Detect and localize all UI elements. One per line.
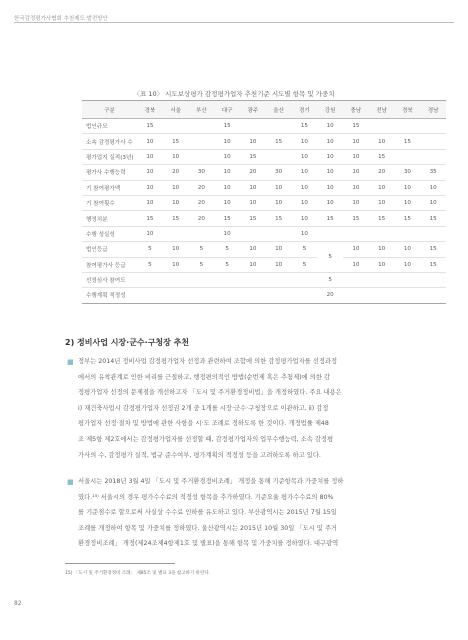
table-row [82, 180, 446, 195]
table-cell: 15 [420, 242, 446, 257]
table-cell [369, 272, 395, 287]
table-cell: 5 [292, 257, 318, 272]
table-cell: 10 [420, 180, 446, 195]
table-cell: 10 [137, 149, 163, 164]
table-cell: 10 [163, 242, 189, 257]
table-cell: 10 [317, 165, 343, 180]
table-row [82, 149, 446, 164]
table-row [82, 119, 446, 134]
table-body [82, 119, 446, 304]
table-cell [395, 226, 421, 241]
text-line: 서울시는 2018년 3월 4일 「도시 및 주거환경정비조례」 개정을 통해 기준항목과 가중치를 정하 [78, 478, 344, 485]
table-cell: 5 [189, 257, 215, 272]
table-cell: 15 [137, 211, 163, 226]
table-cell: 10 [369, 134, 395, 149]
column-header-region: 서울 [163, 101, 189, 119]
table-cell [163, 226, 189, 241]
table-cell [189, 134, 215, 149]
header-rule [14, 22, 454, 23]
table-cell: 10 [240, 180, 266, 195]
table-cell: 30 [266, 165, 292, 180]
column-header-region: 광주 [240, 101, 266, 119]
table-cell: 35 [420, 165, 446, 180]
table-cell: 10 [292, 226, 318, 241]
table-cell: 10 [395, 257, 421, 272]
table-cell: 10 [163, 257, 189, 272]
table-cell: 10 [214, 149, 240, 164]
row-label: 법인등급 [82, 242, 137, 257]
table-cell: 15 [343, 211, 369, 226]
table-cell: 15 [395, 134, 421, 149]
table-cell: 15 [240, 149, 266, 164]
table-cell: 15 [266, 134, 292, 149]
table-cell [420, 272, 446, 287]
table-cell: 15 [163, 211, 189, 226]
table-cell [420, 288, 446, 303]
text-line: 였다.¹⁵⁾ 서울시의 경우 평가수수료의 적정성 항목을 추가하였다. 기준요율 평가수수료의 80% [78, 493, 334, 501]
column-header-region: 전남 [369, 101, 395, 119]
table-row [82, 211, 446, 226]
table-cell [420, 134, 446, 149]
text-line: 에서의 유착관계로 인한 비리를 근절하고, 행정편의적인 방법(순번제 혹은 추첨제)에 의한 감 [78, 373, 330, 381]
table-cell [240, 272, 266, 287]
column-header-region: 대구 [214, 101, 240, 119]
table-cell: 20 [189, 195, 215, 210]
table-cell: 10 [317, 134, 343, 149]
table-cell: 10 [214, 195, 240, 210]
table-cell: 5 [137, 242, 163, 257]
row-label: 기 참여횟수 [82, 195, 137, 210]
table-cell [266, 119, 292, 134]
table-cell: 30 [395, 165, 421, 180]
table-cell: 10 [240, 242, 266, 257]
table-cell: 10 [343, 195, 369, 210]
text-line: 정평가업자 선정의 문제점을 개선하고자 「도시 및 주거환경정비법」을 개정하였다. 주요 내용은 [78, 389, 342, 397]
table-cell [395, 119, 421, 134]
table-cell [163, 288, 189, 303]
table-cell: 20 [189, 180, 215, 195]
page-number: 82 [14, 600, 22, 607]
row-label: 법인규모 [82, 119, 137, 134]
table-cell: 10 [395, 180, 421, 195]
table-cell: 15 [292, 119, 318, 134]
table-cell: 10 [343, 134, 369, 149]
table-cell [395, 288, 421, 303]
text-line: 조 제5항 제2호에서는 감정평가업자를 선정할 때, 감정평가업자의 업무수행능력, 소속 감정평 [78, 435, 334, 443]
text-line: 정부는 2014년 정비사업 감정평가업자 선정과 관련하여 조합에 의한 감정평가업자를 선정과정 [78, 358, 338, 365]
table-cell: 10 [343, 180, 369, 195]
table-cell [266, 272, 292, 287]
table-cell [369, 119, 395, 134]
table-cell [266, 149, 292, 164]
row-label: 선정심사 참여도 [82, 272, 137, 287]
table-cell [395, 149, 421, 164]
text-line: 를 기준점수로 할으로써 사실상 수수료 인하를 유도하고 있다. 부산광역시는 2015년 7월 15일 [78, 509, 337, 517]
table-cell: 15 [420, 257, 446, 272]
table-header-row [82, 101, 446, 119]
row-label: 평가업지 실적(3년) [82, 149, 137, 164]
table-cell [163, 119, 189, 134]
column-header-region: 경기 [292, 101, 318, 119]
table-cell: 10 [343, 242, 369, 257]
table-cell: 5 [189, 242, 215, 257]
table-cell: 5 [292, 242, 318, 257]
table-cell: 15 [137, 119, 163, 134]
row-label: 소속 감정평가사 수 [82, 134, 137, 149]
table-cell: 15 [214, 211, 240, 226]
table-cell: 5 [317, 272, 343, 287]
table-cell: 10 [369, 242, 395, 257]
table-cell: 20 [317, 288, 343, 303]
table-cell [420, 119, 446, 134]
table-cell [137, 272, 163, 287]
table-cell [343, 288, 369, 303]
table-cell: 15 [420, 211, 446, 226]
table-cell: 10 [163, 180, 189, 195]
table-cell: 10 [137, 195, 163, 210]
table-cell: 10 [292, 149, 318, 164]
column-header-category: 구분 [82, 101, 137, 119]
table-cell: 5 [317, 242, 343, 273]
table-cell [189, 119, 215, 134]
row-label: 행정처분 [82, 211, 137, 226]
row-label: 수행 성실성 [82, 226, 137, 241]
table-cell [163, 272, 189, 287]
table-cell: 20 [369, 165, 395, 180]
table-cell: 10 [420, 195, 446, 210]
table-cell: 10 [317, 180, 343, 195]
table-cell: 15 [163, 134, 189, 149]
table-row [82, 134, 446, 149]
table-cell: 10 [395, 242, 421, 257]
text-line: 가사의 수, 감정평가 실적, 법규 준수여부, 평가계획의 적정성 등을 고려하도록 하고 있다. [78, 451, 321, 459]
table-cell [189, 226, 215, 241]
table-cell: 10 [292, 180, 318, 195]
table-row [82, 272, 446, 287]
table-cell [240, 288, 266, 303]
table-cell: 15 [214, 119, 240, 134]
bullet-icon: ■ [67, 478, 74, 486]
table-cell: 10 [369, 195, 395, 210]
table-cell: 10 [292, 134, 318, 149]
table-cell: 10 [266, 195, 292, 210]
table-cell [317, 226, 343, 241]
table-cell: 15 [395, 211, 421, 226]
table-cell: 10 [343, 149, 369, 164]
column-header-region: 경남 [420, 101, 446, 119]
table-cell [369, 288, 395, 303]
footnote: 15) 「도시 및 주거환경정비 조례」 제85조 및 별표 3을 참고하기 바란다. [65, 571, 211, 576]
table-row [82, 226, 446, 241]
table-cell: 10 [317, 119, 343, 134]
table-cell: 20 [240, 165, 266, 180]
footnote-rule [65, 563, 175, 564]
table-cell: 20 [163, 165, 189, 180]
column-header-region: 울산 [266, 101, 292, 119]
table-cell [420, 226, 446, 241]
table-row [82, 257, 446, 272]
column-header-region: 경북 [137, 101, 163, 119]
column-header-region: 경북 [395, 101, 421, 119]
table-row [82, 195, 446, 210]
row-label: 참여평가사 등급 [82, 257, 137, 272]
table-cell: 10 [137, 226, 163, 241]
table-cell: 10 [266, 257, 292, 272]
table-cell: 5 [137, 257, 163, 272]
table-cell [292, 272, 318, 287]
section-title: 2) 정비사업 시장·군수·구청장 추천 [65, 338, 190, 347]
table-cell [189, 149, 215, 164]
table-cell: 15 [317, 211, 343, 226]
table-cell: 10 [163, 149, 189, 164]
table-cell: 10 [343, 165, 369, 180]
table-cell: 30 [189, 165, 215, 180]
table-cell: 10 [240, 195, 266, 210]
table-cell: 10 [214, 180, 240, 195]
table-cell: 10 [137, 180, 163, 195]
table-cell: 5 [214, 242, 240, 257]
table-cell: 15 [343, 119, 369, 134]
table-cell: 10 [214, 165, 240, 180]
table-cell: 15 [240, 211, 266, 226]
table-cell: 10 [292, 165, 318, 180]
table-row [82, 288, 446, 303]
table-cell: 10 [369, 180, 395, 195]
table-cell: 10 [240, 134, 266, 149]
table-cell: 10 [266, 242, 292, 257]
table-cell [189, 272, 215, 287]
table-cell [369, 226, 395, 241]
column-header-region: 강원 [317, 101, 343, 119]
table-cell: 10 [292, 211, 318, 226]
table-cell: 10 [137, 134, 163, 149]
table-cell: 5 [214, 257, 240, 272]
table-cell: 10 [343, 257, 369, 272]
text-line: 평가업자 선정·절차 및 방법에 관한 사항을 시·도 조례로 정하도록 한 것이다. 개정법률 제48 [78, 420, 329, 428]
table-cell [240, 226, 266, 241]
table-row [82, 165, 446, 180]
table-cell: 10 [292, 195, 318, 210]
table-cell: 10 [266, 180, 292, 195]
table-cell [343, 272, 369, 287]
table-cell [214, 272, 240, 287]
table-cell: 15 [369, 149, 395, 164]
table-cell: 10 [369, 257, 395, 272]
table-cell [343, 226, 369, 241]
table-cell [292, 288, 318, 303]
table-cell [395, 272, 421, 287]
table-cell [266, 226, 292, 241]
table-cell: 10 [214, 226, 240, 241]
paragraph-1 [78, 354, 446, 463]
criteria-table [82, 100, 446, 304]
table-cell: 15 [266, 211, 292, 226]
table-cell [266, 288, 292, 303]
row-label: 수행계획 적정성 [82, 288, 137, 303]
table-cell [240, 119, 266, 134]
table-cell: 10 [395, 195, 421, 210]
running-header: 한국감정평가사협회 추천제도 발전방안 [14, 16, 108, 22]
table-cell [420, 149, 446, 164]
text-line: ⅰ) 재건축사업시 감정평가업자 선정권 2개 중 1개를 시장·군수·구청장으로 이관하고, ⅱ) 감정 [78, 404, 329, 412]
table-cell [137, 288, 163, 303]
table-cell: 10 [163, 195, 189, 210]
text-line: 환경정비조례」 개정(제24조제4항제1호 및 별표)을 통해 항목 및 가중치를 정하였다. 대구광역 [78, 540, 339, 548]
table-cell: 15 [369, 211, 395, 226]
table-cell: 10 [240, 257, 266, 272]
row-label: 기 참여평가액 [82, 180, 137, 195]
table-cell [189, 288, 215, 303]
bullet-icon: ■ [67, 358, 74, 366]
table-cell: 10 [214, 134, 240, 149]
table-cell: 20 [189, 211, 215, 226]
table-cell [214, 288, 240, 303]
table-cell: 10 [137, 165, 163, 180]
table-cell: 10 [317, 195, 343, 210]
table-cell: 10 [317, 149, 343, 164]
paragraph-2 [78, 474, 446, 552]
text-line: 조례를 개정하여 항목 및 가중치를 정하였다. 울산광역시는 2015년 10월 30일 「도시 및 주거 [78, 524, 338, 532]
table-row [82, 242, 446, 257]
column-header-region: 충남 [343, 101, 369, 119]
column-header-region: 부산 [189, 101, 215, 119]
table-caption: 〈표 10〉 시도보상평가 감정평가업자 추천기준 시도별 항목 및 가중치 [133, 90, 335, 98]
row-label: 평가사 수행능력 [82, 165, 137, 180]
